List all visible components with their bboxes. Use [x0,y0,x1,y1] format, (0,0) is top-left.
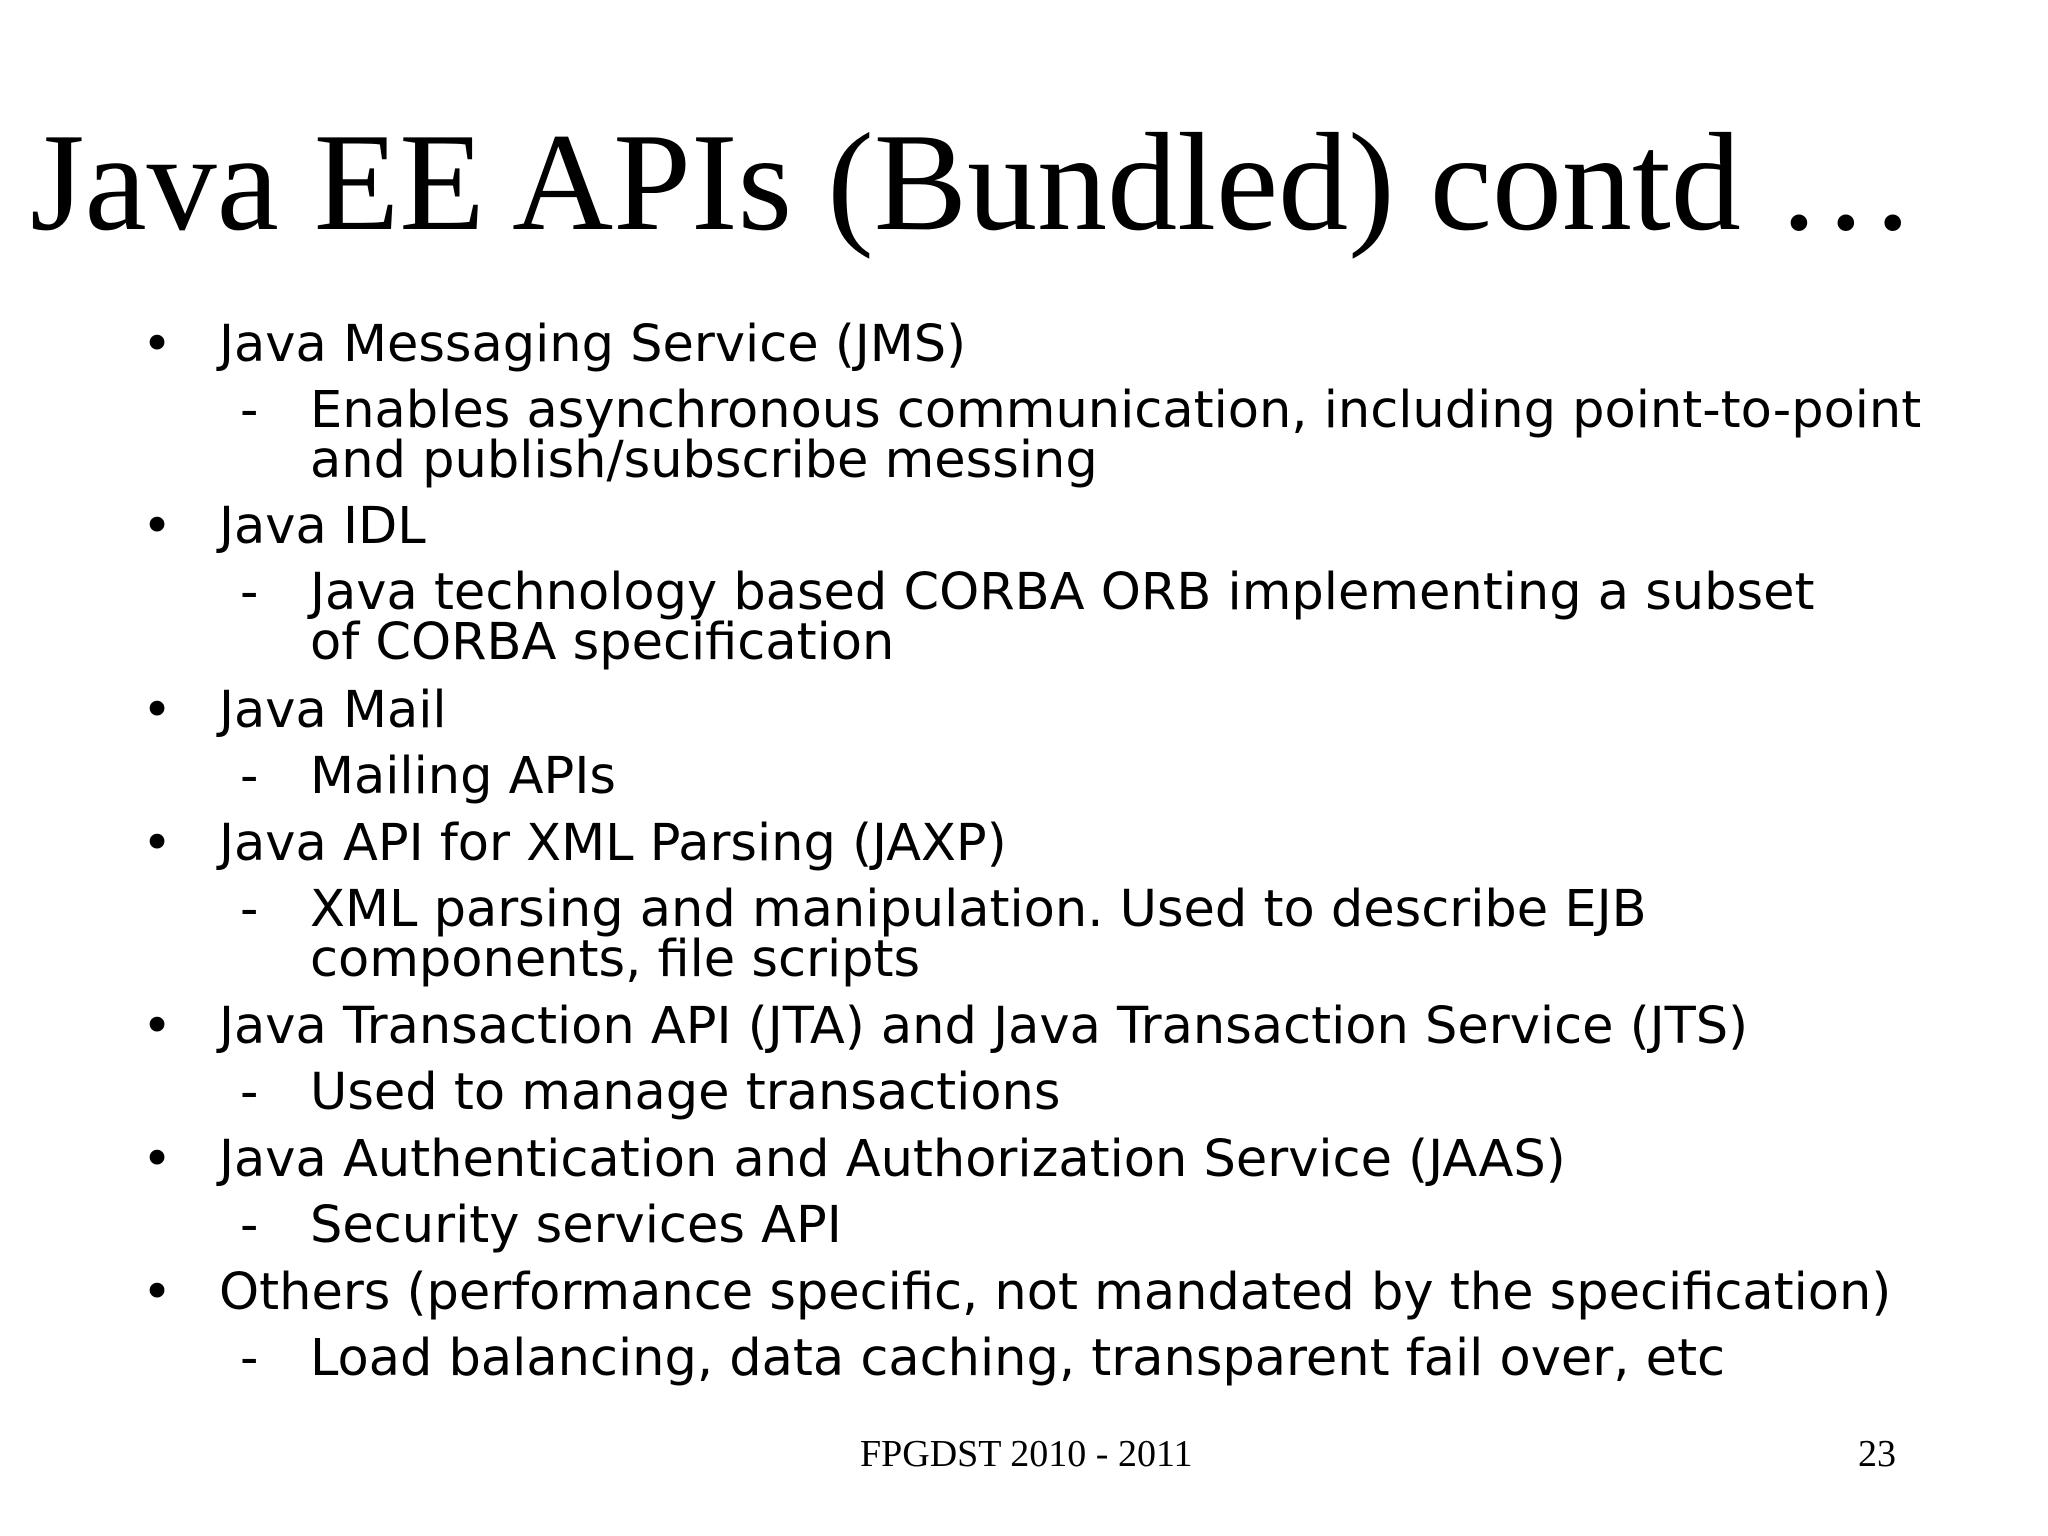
dash-icon: - [240,1196,259,1255]
bullet-icon: • [142,814,173,873]
bullet-icon: • [142,681,173,740]
slide-footer: FPGDST 2010 - 2011 [860,1433,1193,1475]
dash-icon: - [240,381,259,440]
sub-bullet-text: Used to manage transactions [310,1063,1061,1122]
sub-bullet-text: components, file scripts [310,930,921,989]
dash-icon: - [240,1329,259,1388]
dash-icon: - [240,563,259,622]
sub-bullet-text: of CORBA specification [310,613,895,672]
page-number: 23 [1858,1433,1896,1475]
bullet-text: Java API for XML Parsing (JAXP) [219,814,1007,873]
bullet-icon: • [142,997,173,1056]
bullet-icon: • [142,1130,173,1189]
bullet-text: Java Messaging Service (JMS) [219,315,967,374]
dash-icon: - [240,1063,259,1122]
sub-bullet-text: Java technology based CORBA ORB implementing a subset [310,563,1815,622]
dash-icon: - [240,880,259,939]
bullet-text: Others (performance specific, not mandated by the specification) [219,1263,1892,1322]
sub-bullet-text: Enables asynchronous communication, including point-to-point [310,381,1922,440]
slide-title: Java EE APIs (Bundled) contd … [30,105,1916,260]
sub-bullet-text: Security services API [310,1196,842,1255]
sub-bullet-text: XML parsing and manipulation. Used to describe EJB [310,880,1647,939]
bullet-icon: • [142,1263,173,1322]
sub-bullet-text: Mailing APIs [310,747,616,806]
bullet-text: Java Authentication and Authorization Service (JAAS) [219,1130,1566,1189]
sub-bullet-text: Load balancing, data caching, transparent fail over, etc [310,1329,1726,1388]
dash-icon: - [240,747,259,806]
bullet-icon: • [142,315,173,374]
bullet-text: Java Transaction API (JTA) and Java Transaction Service (JTS) [219,997,1749,1056]
bullet-icon: • [142,497,173,556]
sub-bullet-text: and publish/subscribe messing [310,431,1098,490]
bullet-text: Java Mail [219,681,447,740]
bullet-text: Java IDL [219,497,426,556]
